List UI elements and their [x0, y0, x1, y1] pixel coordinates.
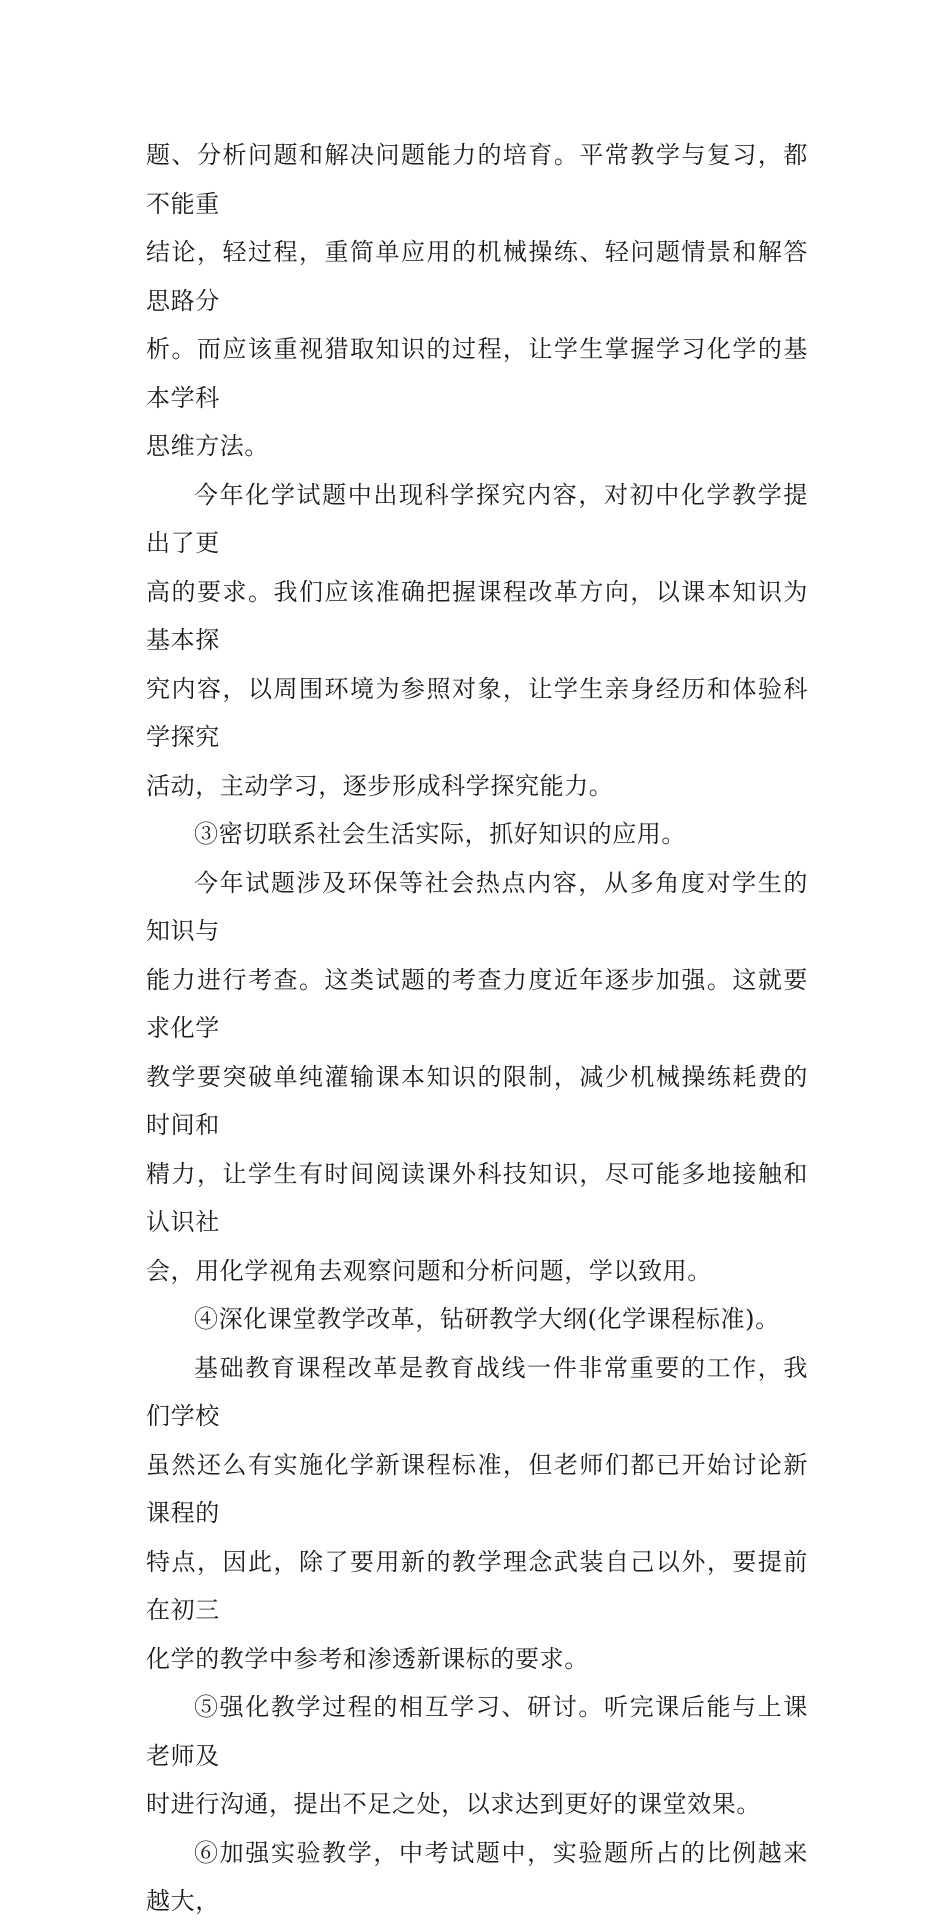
paragraph-continuation: 题、分析问题和解决问题能力的培育。平常教学与复习，都不能重 结论，轻过程，重简单应用的机械操练、轻问题情景和解答思路分 析。而应该重视猎取知识的过程，让学生掌握学习化学的基本学科 思维方法。	[146, 141, 808, 460]
heading-item-3: ③密切联系社会生活实际，抓好知识的应用。	[194, 820, 686, 848]
paragraph-item-5: ⑤强化教学过程的相互学习、研讨。听完课后能与上课老师及 时进行沟通，提出不足之处，以求达到更好的课堂效果。	[146, 1693, 808, 1818]
heading-item-4: ④深化课堂教学改革，钻研教学大纲(化学课程标准)。	[194, 1305, 780, 1333]
paragraph-item-6: ⑥加强实验教学，中考试题中，实验题所占的比例越来越大，	[146, 1838, 808, 1915]
paragraph-science-inquiry: 今年化学试题中出现科学探究内容，对初中化学教学提出了更 高的要求。我们应该准确把握课程改革方向，以课本知识为基本探 究内容，以周围环境为参照对象，让学生亲身经历和体验科学探究 活动，主动学习，逐步形成科学探究能力。	[146, 480, 808, 800]
paragraph-curriculum-reform: 基础教育课程改革是教育战线一件非常重要的工作，我们学校 虽然还么有实施化学新课程标准，但老师们都已开始讨论新课程的 特点，因此，除了要用新的教学理念武装自己以外，要提前在初三 化学的教学中参考和渗透新课标的要求。	[146, 1353, 808, 1673]
paragraph-social-hotspots: 今年试题涉及环保等社会热点内容，从多角度对学生的知识与 能力进行考查。这类试题的考查力度近年逐步加强。这就要求化学 教学要突破单纯灌输课本知识的限制，减少机械操练耗费的时间和 精力，让学生有时间阅读课外科技知识，尽可能多地接触和认识社 会，用化学视角去观察问题和分析问题，学以致用。	[146, 868, 808, 1285]
document-body	[146, 131, 808, 1926]
